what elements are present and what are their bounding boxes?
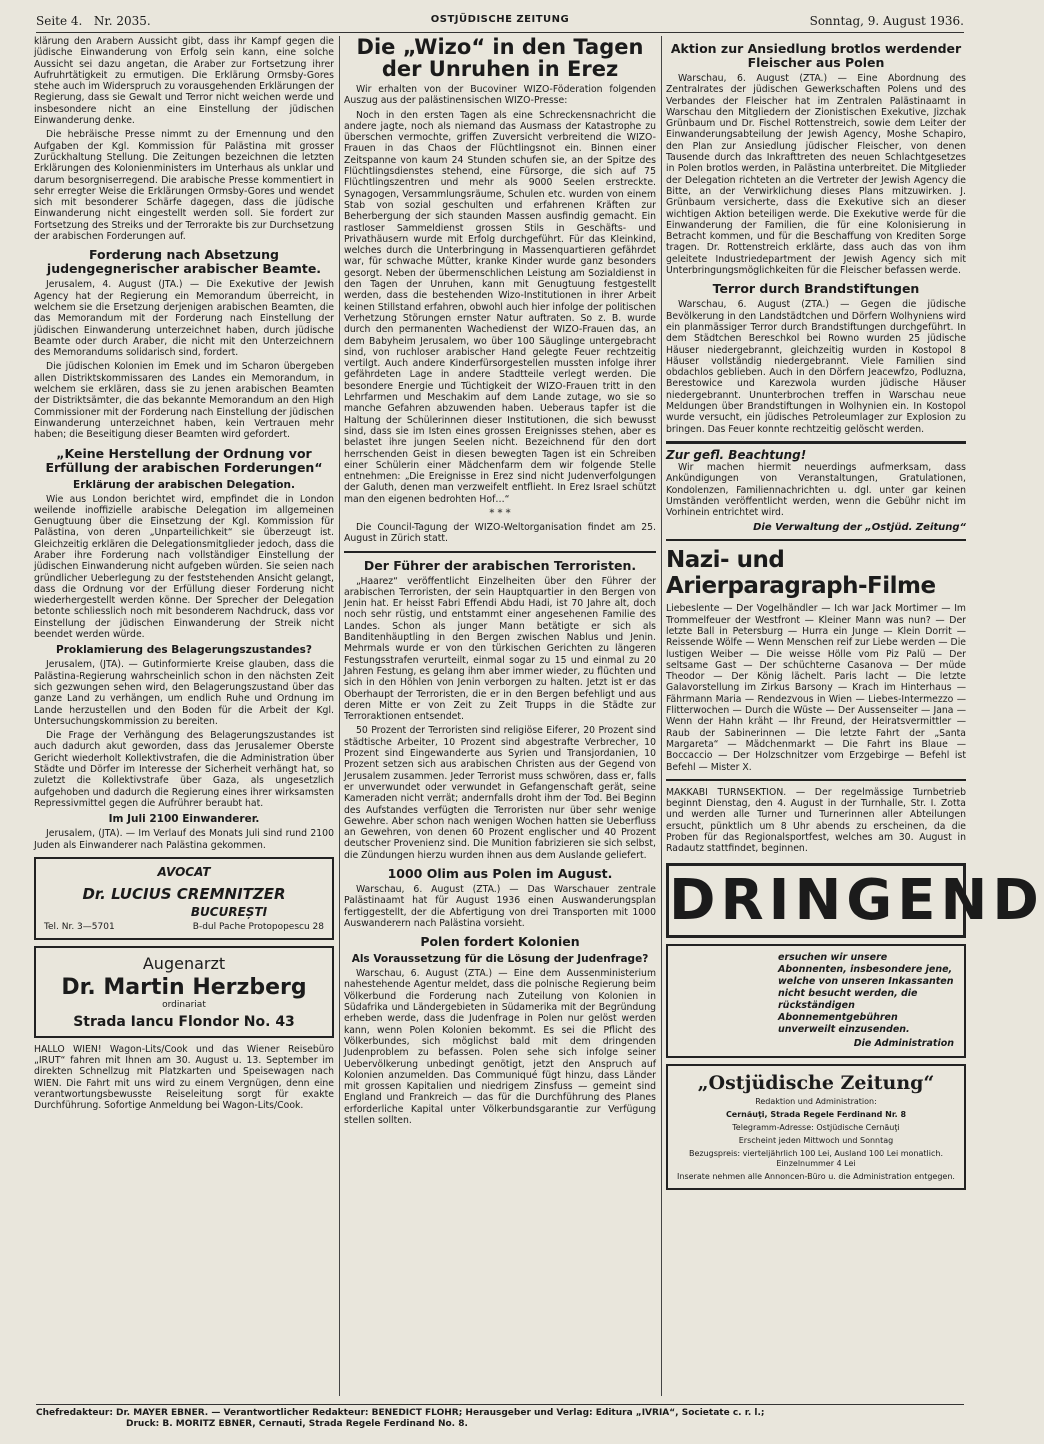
article-paragraph: Jerusalem, 4. August (JTA.) — Die Exekutive der Jewish Agency hat der Regierung ein Memorandum überreicht, in welchem sie die Ersetzung derjenigen arabischen Beamten, die das Memorandum mit der Forderung nach Einstellung der jüdischen Einwanderung unterzeichnet haben, durch jüdische Beamte oder durch Araber, die nicht mit den Unterzeichnern des Memorandums solidarisch sind, fordert. [34,279,334,359]
notice-signature: Die Verwaltung der „Ostjüd. Zeitung“ [753,522,966,534]
notice-heading: Zur gefl. Beachtung! [666,441,966,462]
page-number-info: Seite 4. Nr. 2035. [36,14,151,28]
divider [666,779,966,781]
masthead-line: Inserate nehmen alle Annoncen-Büro u. die Administration entgegen. [677,1171,955,1181]
article-paragraph: Die Frage der Verhängung des Belagerungszustandes ist auch dadurch akut geworden, dass das Jerusalemer Oberste Gericht wiederholt Kollektivstrafen, die die Administration über Städte und Dörfer im Interesse der Sicherheit verhängt hat, so zuletzt die Kollektivstrafe über Gaza, als ungesetzlich aufgehoben und dadurch die Regierung eines ihrer wirksamsten Repressivmittel gegen die Aufrührer beraubt hat. [34,730,334,809]
headline-forderung: Forderung nach Absetzung judengegnerischer arabischer Beamte. [46,247,322,277]
ad-name: Dr. Martin Herzberg [61,974,307,1000]
headline-keine-herstellung: „Keine Herstellung der Ordnung vor Erfüllung der arabischen Forderungen“ [45,445,323,475]
masthead-line: Redaktion und Administration: [755,1096,877,1106]
imprint-line: Druck: B. MORITZ EBNER, Cernauti, Strada Regele Ferdinand No. 8. [126,1419,468,1429]
masthead-line: Telegramm-Adresse: Ostjüdische Cernăuţi [732,1122,900,1132]
notice-text: Wir machen hiermit neuerdings aufmerksam, dass Ankündigungen von Veranstaltungen, Gratulationen, Kondolenzen, Familiennachrichten u. dgl. unter gar keinen Umständen veröffentlicht werden, wenn die Gebühr nicht im Vorhinein entrichtet wird. [666,461,966,519]
headline-nazi-filme: Nazi- und Arierparagraph-Filme [666,547,936,600]
column-middle [344,36,656,1396]
separator-stars: * * * [489,507,511,519]
ad-phone: Tel. Nr. 3—5701 [44,921,115,932]
subscription-signature: Die Administration [853,1037,954,1049]
article-paragraph: Warschau, 6. August (ZTA.) — Eine Abordnung des Zentralrates der jüdischen Gewerkschaften Polens und des Verbandes der Fleischer hat im Zentralen Palästinaamt in Warschau den Mitgliedern der Zionistischen Exekutive, Jizchak Grünbaum und Dr. Fischel Rottenstreich, sowie dem Leiter der Einwanderungsabteilung der Jewish Agency, Moshe Schapiro, den Plan zur Ansiedlung jüdischer Fleischer, von denen Tausende durch das Inkrafttreten des neuen Schlachtgesetzes in Polen brotlos werden, in Palästina unterbreitet. Die Mitglieder der Delegation richteten an die Vertreter der Jewish Agency die Bitte, an der Verwirklichung dieses Plans mitzuwirken. J. Grünbaum versicherte, dass die Exekutive sich an dieser wichtigen Aktion beteiligen werde. Die Exekutive werde für die Einwanderung der Familien, die für eine Kolonisierung in Betracht kommen, und für die Beschaffung von Krediten Sorge tragen. Dr. Rottenstreich erklärte, dass auch das von ihm geleitete Industriedepartment der Jewish Agency sich mit Unterbringungsmöglichkeiten für die Fleischer befassen werde. [666,73,966,277]
dringend-banner: DRINGEND [666,863,966,938]
masthead-line: Erscheint jeden Mittwoch und Sonntag [738,1135,894,1145]
subheadline-kolonien: Als Voraussetzung für die Lösung der Judenfrage? [351,953,649,966]
article-paragraph: Warschau, 6. August (ZTA.) — Das Warschauer zentrale Palästinaamt hat für August 1936 einen Auswanderungsplan fertiggestellt, der die Abfertigung von drei Transporten mit 1000 Auswanderern nach Palästina vorsieht. [344,884,656,929]
headline-fuehrer: Der Führer der arabischen Terroristen. [363,557,637,573]
article-paragraph: Jerusalem, (JTA). — Im Verlauf des Monats Juli sind rund 2100 Juden als Einwanderer nach Palästina gekommen. [34,828,334,851]
masthead-line: Bezugspreis: vierteljährlich 100 Lei, Ausland 100 Lei monatlich. Einzelnummer 4 Lei [688,1148,943,1168]
headline-terror: Terror durch Brandstiftungen [712,281,920,297]
article-paragraph: Warschau, 6. August (ZTA.) — Eine dem Aussenministerium nahestehende Agentur meldet, dass die polnische Regierung beim Völkerbund die Forderung nach Zuteilung von Kolonien in Südafrika und Ländergebieten in Südamerika mit der Begründung erheben werde, dass die Judenfrage in Polen nur gelöst werden kann, wenn Polen Kolonien bekommt. Es sei die Pflicht des Völkerbundes, sich möglichst bald mit dem dringenden Judenproblem zu befassen. Polen sehe sich infolge seiner Uebervölkerung unbedingt genötigt, jetzt den Anspruch auf Kolonien anzumelden. Das Communiqué fügt hinzu, dass Länder mit grossen Kapitalien und niedrigem Zinsfuss — gemeint sind England und Frankreich — das für die Durchführung des Planes erforderliche Kapital unter Völkerbundsgarantie zur Verfügung stellen sollten. [344,968,656,1127]
subheadline-delegation: Erklärung der arabischen Delegation. [73,478,295,491]
headline-proklamierung: Proklamierung des Belagerungszustandes? [56,644,312,657]
ad-city: BUCUREȘTI [190,904,268,919]
imprint-footer [36,1404,964,1430]
subscription-notice [666,944,966,1058]
headline-olim: 1000 Olim aus Polen im August. [387,866,613,881]
travel-ad: HALLO WIEN! Wagon-Lits/Cook und das Wiener Reisebüro „IRUT“ fahren mit Ihnen am 30. August u. 13. September im direkten Schnellzug mit Platzkarten und Speisewagen nach WIEN. Die Fahrt mit uns wird zu einem Vergnügen, denn eine verantwortungsbewusste Reiseleitung sorgt für exakte Durchführung. Sofortige Anmeldung bei Wagon-Lits/Cook. [34,1043,334,1112]
avocat-ad [34,857,334,940]
article-paragraph: Warschau, 6. August (ZTA.) — Gegen die jüdische Bevölkerung in den Landstädtchen und Dörfern Wolhyniens wird ein planmässiger Terror durch Brandstiftungen durchgeführt. In dem Städtchen Bereschkol bei Rowno wurden 25 jüdische Häuser niedergebrannt, gleichzeitig wurden in Kostopol 8 Häuser vollständig niedergebrannt. Viele Familien sind obdachlos geblieben. Auch in den Dörfern Jeacewfzo, Podluzna, Berestowice und Karezwola wurden jüdische Häuser niedergebrannt. Ununterbrochen treffen in Warschau neue Meldungen über Brandstiftungen in Wolhynien ein. In Kostopol wurde versucht, ein jüdisches Petroleumlager zur Explosion zu bringen. Das Feuer konnte rechtzeitig gelöscht werden. [666,299,966,435]
headline-juli: Im Juli 2100 Einwanderer. [108,813,260,826]
masthead-box [666,1064,966,1190]
headline-aktion: Aktion zur Ansiedlung brotlos werdender Fleischer aus Polen [670,41,962,70]
divider [666,539,966,541]
masthead-name: „Ostjüdische Zeitung“ [697,1071,935,1094]
article-paragraph: Wir erhalten von der Bucoviner WIZO-Föderation folgenden Auszug aus der palästinensischen WIZO-Presse: [344,84,656,107]
article-paragraph: klärung den Arabern Aussicht gibt, dass ihr Kampf gegen die jüdische Einwanderung von Erfolg sein kann, eine solche Aussicht sei dazu angetan, die Araber zur Fortsetzung ihrer Aufruhrtätigkeit zu ermutigen. Die Erklärung Ormsby-Gores stehe auch im Widerspruch zu vorausgehenden Erklärungen der Regierung, dass sie Gewalt und Terror nicht weichen werde und insbesondere nicht an eine Einstellung der jüdischen Einwanderung denke. [34,36,334,127]
masthead-line: Cernăuţi, Strada Regele Ferdinand Nr. 8 [725,1109,907,1119]
ad-title: Augenarzt [142,953,226,973]
article-paragraph: Wie aus London berichtet wird, empfindet die in London weilende inoffizielle arabische Delegation im allgemeinen Genugtuung über die Einsetzung der Kgl. Kommission für Palästina, von deren „Unparteilichkeit“ sie überzeugt ist. Gleichzeitig erklären die Delegationsmitglieder jedoch, dass die Araber ihre Forderung nach vollständiger Einstellung der jüdischen Einwanderung nicht aufgeben würden. Sie seien nach gründlicher Ueberlegung zu der feststehenden Ansicht gelangt, dass die Ordnung vor der Erfüllung dieser Forderung nicht wiederhergestellt werden könne. Der Sprecher der Delegation betonte schliesslich noch mit besonderem Nachdruck, dass vor Einstellung der jüdischen Einwanderung der Streik nicht beendet werden würde. [34,493,334,641]
issue-date: Sonntag, 9. August 1936. [809,14,964,28]
imprint-line: Chefredakteur: Dr. MAYER EBNER. — Verantwortlicher Redakteur: BENEDICT FLOHR; Herausgeber und Verlag: Editura „IVRIA“, Societate c. r. l.; [36,1408,765,1418]
article-paragraph: Die Council-Tagung der WIZO-Weltorganisation findet am 25. August in Zürich statt. [344,521,656,545]
article-paragraph: Jerusalem, (JTA). — Gutinformierte Kreise glauben, dass die Palästina-Regierung wahrscheinlich schon in den nächsten Zeit sich gezwungen sehen wird, den Belagerungszustand über das ganze Land zu verhängen, um endlich Ruhe und Ordnung im Lande herzustellen und den Boden für die Arbeit der Kgl. Untersuchungskommission zu bereiten. [34,659,334,727]
divider [344,551,656,553]
article-paragraph: Die jüdischen Kolonien im Emek und im Scharon übergeben allen Distriktskommissaren des Landes ein Memorandum, in welchem sie erklären, dass sie zu jenen arabischen Beamten der Distriktsämter, die das bekannte Memorandum an den High Commissioner mit der Forderung nach Einstellung der jüdischen Einwanderung unterzeichnet haben, kein Vertrauen mehr haben; die Beseitigung dieser Beamten wird gefordert. [34,361,334,441]
film-list: Liebeslente — Der Vogelhändler — Ich war Jack Mortimer — Im Trommelfeuer der Westfront — Kleiner Mann was nun? — Der letzte Ball in Petersburg — Hurra ein Junge — Klein Dorrit — Reissende Wölfe — Wenn Menschen reif zur Liebe werden — Die lustigen Weiber — Die weisse Hölle vom Piz Palü — Der seltsame Gast — Der schüchterne Casanova — Der müde Theodor — Der König lächelt. Paris lacht — Die letzte Galavorstellung im Zirkus Barsony — Krach im Hinterhaus — Fährmann Maria — Rendezvous in Wien — Liebes-Intermezzo — Flitterwochen — Durch die Wüste — Der Aussenseiter — Jana — Wenn der Hahn kräht — Ihr Freund, der Heiratsvermittler — Raub der Sabinerinnen — Die letzte Fahrt der „Santa Margareta“ — Mädchenmarkt — Die Fahrt ins Blaue — Boccaccio — Der Holzschnitzer vom Erzgebirge — Befehl ist Befehl — Mister X. [666,603,966,773]
makkabi-notice: MAKKABI TURNSEKTION. — Der regelmässige Turnbetrieb beginnt Dienstag, den 4. August in der Turnhalle, Str. I. Zotta und werden alle Turner und Turnerinnen aller Abteilungen ersucht, pünktlich um 8 Uhr abends zu erscheinen, da die Proben für das Regionalsportfest, welches am 30. August in Radautz stattfindet, beginnen. [666,786,966,855]
page-header [36,10,964,33]
column-right [666,36,1044,1396]
paper-title: OSTJÜDISCHE ZEITUNG [430,14,570,25]
ad-role: ordinariat [162,999,206,1010]
article-paragraph: Noch in den ersten Tagen als eine Schreckensnachricht die andere jagte, noch als niemand das Ausmass der Katastrophe zu überschen vermochte, griffen Zuversicht verbreitend die WIZO-Frauen in das Chaos der Flüchtlingsnot ein. Binnen einer Zeitspanne von kaum 24 Stunden schufen sie, an der Spitze des Flüchtlingsdienstes stehend, eine Fürsorge, die sich auf 75 Flüchtlingszentren und mehr als 9000 Seelen erstreckte. Synagogen, Versammlungsräume, Schulen etc. wurden von einem Stab von sozial geschulten und erfahrenen Kräften zur Beherbergung der sich staunden Massen ausfindig gemacht. Ein rastloser Sammeldienst grossen Stils in Geschäfts- und Privathäusern wurde mit Erfolg durchgeführt. Für das Kleinkind, welches durch die Unterbringung in Massenquartieren gefährdet war, für schwache Mütter, kranke Kinder wurde ganz besonders gesorgt. Neben der übermenschlichen Leistung am Sozialdienst in den Tagen der Unruhen, kann mit Genugtuung festgestellt werden, dass die bestehenden Wizo-Institutionen in ihrer Arbeit keinen Stillstand erfahren, obwohl auch hier infolge der politischen Verhetzung Störungen ernster Natur auftraten. So z. B. wurde durch den permanenten Wachedienst der WIZO-Frauen das, an dem Babyheim Jerusalem, wo über 100 Säuglinge untergebracht sind, von ruchloser arabischer Hand gelegte Feuer rechtzeitig vertilgt. Auch andere Kinderfürsorgestellen mussten infolge ihrer gefährdeten Lage in andere Stadtteile verlegt werden. Die besondere Energie und Tüchtigkeit der WIZO-Frauen tritt in den Lehrfarmen und Meschakim auf dem Lande zutage, wo sie so manche Gefahren abzuwenden haben. Ueberaus tapfer ist die Haltung der Schülerinnen dieser Institutionen, die sich bewusst sind, dass sie im Isten eines grossen Ereignisses stehen, aber es belastet ihre jungen Seelen nicht. Bezeichnend für den dort herrschenden Geist in diesen bewegten Tagen ist ein Schreiben einer Schülerin einer Mädchenfarm dem wir folgende Stelle entnehmen: „Die Ereignisse in Erez sind nicht Judenverfolgungen der Galuth, denen man verzweifelt entflieht. In Erez Israel schützt man den eigenen bedrohten Hof…“ [344,109,656,505]
column-divider [661,36,662,1396]
article-paragraph: 50 Prozent der Terroristen sind religiöse Eiferer, 20 Prozent sind städtische Arbeiter, 10 Prozent sind abgestrafte Verbrecher, 10 Prozent sind Eingewanderte aus Syrien und Transjordanien, 10 Prozent setzen sich aus arabischen Christen aus der Gegend von Jerusalem zusammen. Jeder Terrorist muss schwören, dass er, falls er unverwundet oder verwundet in Gefangenschaft gerät, seine Kameraden nicht verrät; andernfalls droht ihm der Tod. Bei Beginn des Aufstandes verfügten die Terroristen nur über sehr wenige Gewehre. Aber schon nach wenigen Wochen hatten sie Ueberfluss an Gewehren, von denen 60 Prozent englischer und 40 Prozent deutscher Provenienz sind. Die Munition fabrizieren sie sich selbst, die Zündungen hierzu wurden ihnen aus dem Auslande geliefert. [344,725,656,861]
column-left [34,36,334,1396]
article-paragraph: Die hebräische Presse nimmt zu der Ernennung und den Aufgaben der Kgl. Kommission für Palästina mit grosser Zurückhaltung Stellung. Die Zeitungen bezeichnen die letzten Erklärungen des Kolonienministers im Unterhaus als unklar und darum besorgniserregend. Die arabische Presse kommentiert in sehr erregter Weise die Erklärungen Ormsby-Gores und wendet sich mit besonderer Schärfe dagegen, dass die jüdische Einwanderung nicht eingestellt werden soll. Sie fordert zur Fortsetzung des Streiks und der Terrorakte bis zur Durchsetzung der arabischen Forderungen auf. [34,129,334,243]
headline-wizo: Die „Wizo“ in den Tagen der Unruhen in Erez [356,35,644,81]
ad-address: B-dul Pache Protopopescu 28 [192,921,324,932]
ad-address: Strada Iancu Flondor No. 43 [73,1013,295,1030]
article-paragraph: „Haarez“ veröffentlicht Einzelheiten über den Führer der arabischen Terroristen, der sein Hauptquartier in den Bergen von Jenin hat. Er heisst Fabri Effendi Abdu Hadi, ist 70 Jahre alt, doch noch sehr rüstig, und entstammt einer angesehenen Familie des Landes. Schon als junger Mann betätigte er sich als Banditenhäuptling in den Bergen zwischen Nablus und Jenin. Mehrmals wurde er von den türkischen Gerichten zu längeren Festungsstrafen verurteilt, einmal sogar zu 15 und einmal zu 20 Jahren Festung, es gelang ihm aber immer wieder, zu flüchten und sich in den Höhlen von Jenin verborgen zu halten. Jetzt ist er das Oberhaupt der Terroristen, die er in den Bergen befehligt und aus deren Mitte er von Zeit zu Zeit Trupps in die Städte zur Terroraktionen entsendet. [344,575,656,723]
ad-title: AVOCAT [157,864,211,879]
subscription-text: ersuchen wir unsere Abonnenten, insbesondere jene, welche von unseren Inkassanten nicht besucht werden, die rückständigen Abonnementgebühren unverweilt einzusenden. [778,951,954,1035]
ad-name: Dr. LUCIUS CREMNITZER [82,884,286,903]
headline-kolonien: Polen fordert Kolonien [420,934,580,950]
augenarzt-ad [34,946,334,1038]
column-divider [339,36,340,1396]
